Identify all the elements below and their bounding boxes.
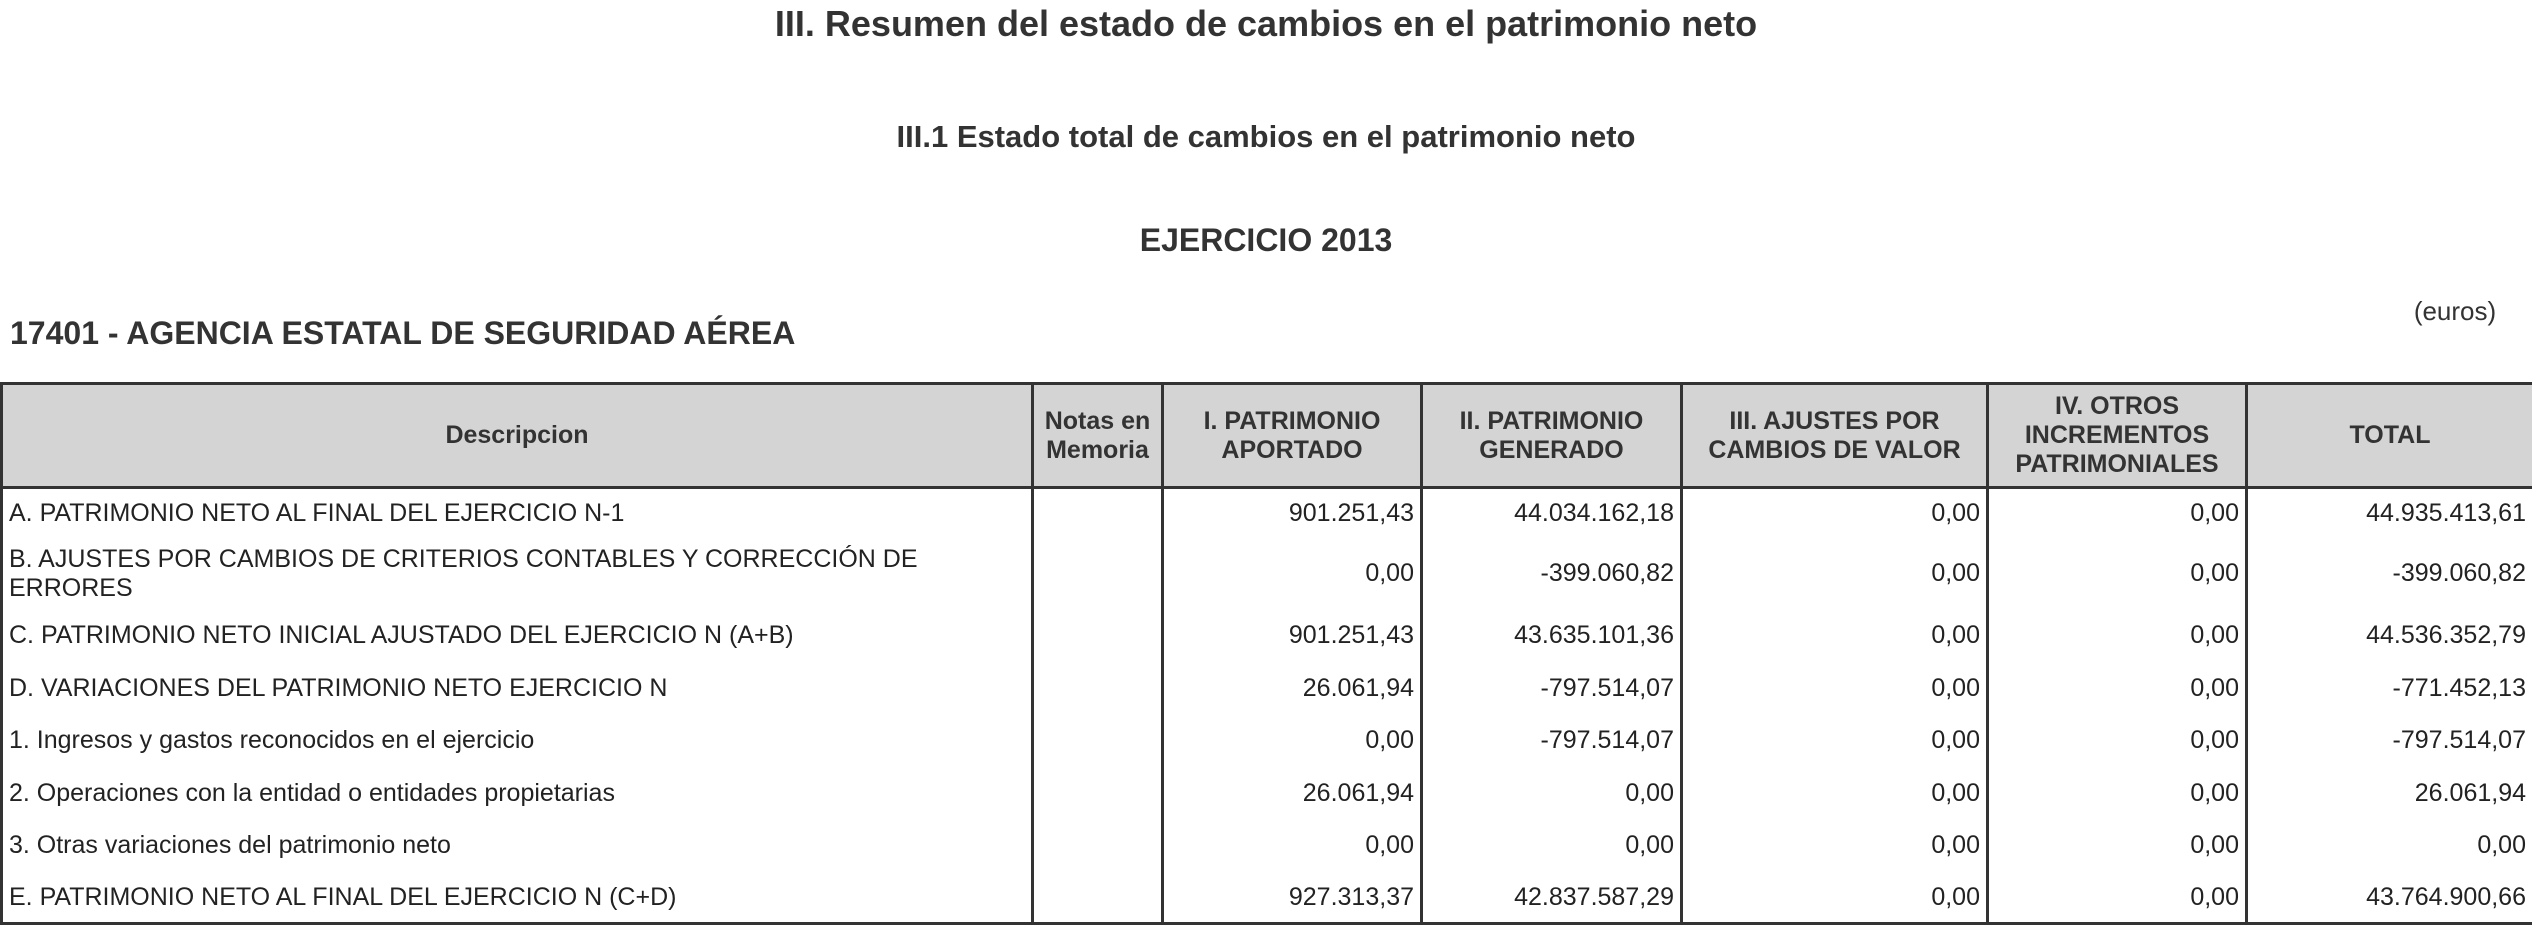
- row-contributed-equity: 901.251,43: [1163, 488, 1422, 539]
- row-notes: [1033, 768, 1163, 819]
- row-total: 44.536.352,79: [2247, 609, 2532, 663]
- row-value-adjustments: 0,00: [1682, 714, 1988, 768]
- row-total: 26.061,94: [2247, 768, 2532, 819]
- row-contributed-equity: 26.061,94: [1163, 768, 1422, 819]
- row-value-adjustments: 0,00: [1682, 609, 1988, 663]
- row-generated-equity: 44.034.162,18: [1422, 488, 1682, 539]
- row-notes: [1033, 663, 1163, 714]
- row-value-adjustments: 0,00: [1682, 873, 1988, 924]
- row-value-adjustments: 0,00: [1682, 488, 1988, 539]
- row-description: 1. Ingresos y gastos reconocidos en el ejercicio: [2, 714, 1033, 768]
- row-contributed-equity: 0,00: [1163, 539, 1422, 609]
- table-row: [2, 488, 2532, 539]
- row-description: B. AJUSTES POR CAMBIOS DE CRITERIOS CONTABLES Y CORRECCIÓN DE ERRORES: [2, 539, 1033, 609]
- row-generated-equity: 0,00: [1422, 819, 1682, 873]
- column-header-contributed-equity: I. PATRIMONIO APORTADO: [1163, 384, 1422, 488]
- row-value-adjustments: 0,00: [1682, 539, 1988, 609]
- row-description: 2. Operaciones con la entidad o entidades propietarias: [2, 768, 1033, 819]
- report-title: III. Resumen del estado de cambios en el patrimonio neto: [0, 2, 2532, 46]
- row-description: D. VARIACIONES DEL PATRIMONIO NETO EJERCICIO N: [2, 663, 1033, 714]
- row-notes: [1033, 609, 1163, 663]
- row-other-increments: 0,00: [1988, 873, 2247, 924]
- table-row: [2, 819, 2532, 873]
- row-other-increments: 0,00: [1988, 819, 2247, 873]
- table-row: [2, 609, 2532, 663]
- row-other-increments: 0,00: [1988, 714, 2247, 768]
- column-header-description: Descripcion: [2, 384, 1033, 488]
- row-total: -797.514,07: [2247, 714, 2532, 768]
- row-value-adjustments: 0,00: [1682, 819, 1988, 873]
- table-row: [2, 663, 2532, 714]
- table-row: [2, 873, 2532, 924]
- row-other-increments: 0,00: [1988, 768, 2247, 819]
- column-header-total: TOTAL: [2247, 384, 2532, 488]
- row-other-increments: 0,00: [1988, 663, 2247, 714]
- row-contributed-equity: 927.313,37: [1163, 873, 1422, 924]
- entity-title: 17401 - AGENCIA ESTATAL DE SEGURIDAD AÉREA: [10, 313, 795, 353]
- row-value-adjustments: 0,00: [1682, 768, 1988, 819]
- row-notes: [1033, 539, 1163, 609]
- row-total: -399.060,82: [2247, 539, 2532, 609]
- row-total: -771.452,13: [2247, 663, 2532, 714]
- row-total: 43.764.900,66: [2247, 873, 2532, 924]
- row-notes: [1033, 819, 1163, 873]
- table-header-row: [2, 384, 2532, 488]
- column-header-generated-equity: II. PATRIMONIO GENERADO: [1422, 384, 1682, 488]
- report-subtitle: III.1 Estado total de cambios en el patrimonio neto: [0, 117, 2532, 157]
- row-total: 44.935.413,61: [2247, 488, 2532, 539]
- row-total: 0,00: [2247, 819, 2532, 873]
- table-row: [2, 768, 2532, 819]
- row-contributed-equity: 901.251,43: [1163, 609, 1422, 663]
- equity-changes-table: [0, 382, 2532, 925]
- units-label: (euros): [2390, 294, 2520, 328]
- row-description: A. PATRIMONIO NETO AL FINAL DEL EJERCICIO N-1: [2, 488, 1033, 539]
- row-generated-equity: -797.514,07: [1422, 714, 1682, 768]
- row-generated-equity: -399.060,82: [1422, 539, 1682, 609]
- table-row: [2, 539, 2532, 609]
- row-other-increments: 0,00: [1988, 539, 2247, 609]
- row-notes: [1033, 873, 1163, 924]
- row-notes: [1033, 714, 1163, 768]
- column-header-value-adjustments: III. AJUSTES POR CAMBIOS DE VALOR: [1682, 384, 1988, 488]
- row-notes: [1033, 488, 1163, 539]
- row-contributed-equity: 0,00: [1163, 714, 1422, 768]
- row-contributed-equity: 0,00: [1163, 819, 1422, 873]
- column-header-notes: Notas en Memoria: [1033, 384, 1163, 488]
- row-generated-equity: 0,00: [1422, 768, 1682, 819]
- row-contributed-equity: 26.061,94: [1163, 663, 1422, 714]
- row-other-increments: 0,00: [1988, 609, 2247, 663]
- row-other-increments: 0,00: [1988, 488, 2247, 539]
- row-generated-equity: 42.837.587,29: [1422, 873, 1682, 924]
- row-generated-equity: 43.635.101,36: [1422, 609, 1682, 663]
- fiscal-year-title: EJERCICIO 2013: [0, 220, 2532, 260]
- column-header-other-increments: IV. OTROS INCREMENTOS PATRIMONIALES: [1988, 384, 2247, 488]
- row-generated-equity: -797.514,07: [1422, 663, 1682, 714]
- row-value-adjustments: 0,00: [1682, 663, 1988, 714]
- row-description: 3. Otras variaciones del patrimonio neto: [2, 819, 1033, 873]
- table-row: [2, 714, 2532, 768]
- row-description: C. PATRIMONIO NETO INICIAL AJUSTADO DEL EJERCICIO N (A+B): [2, 609, 1033, 663]
- row-description: E. PATRIMONIO NETO AL FINAL DEL EJERCICIO N (C+D): [2, 873, 1033, 924]
